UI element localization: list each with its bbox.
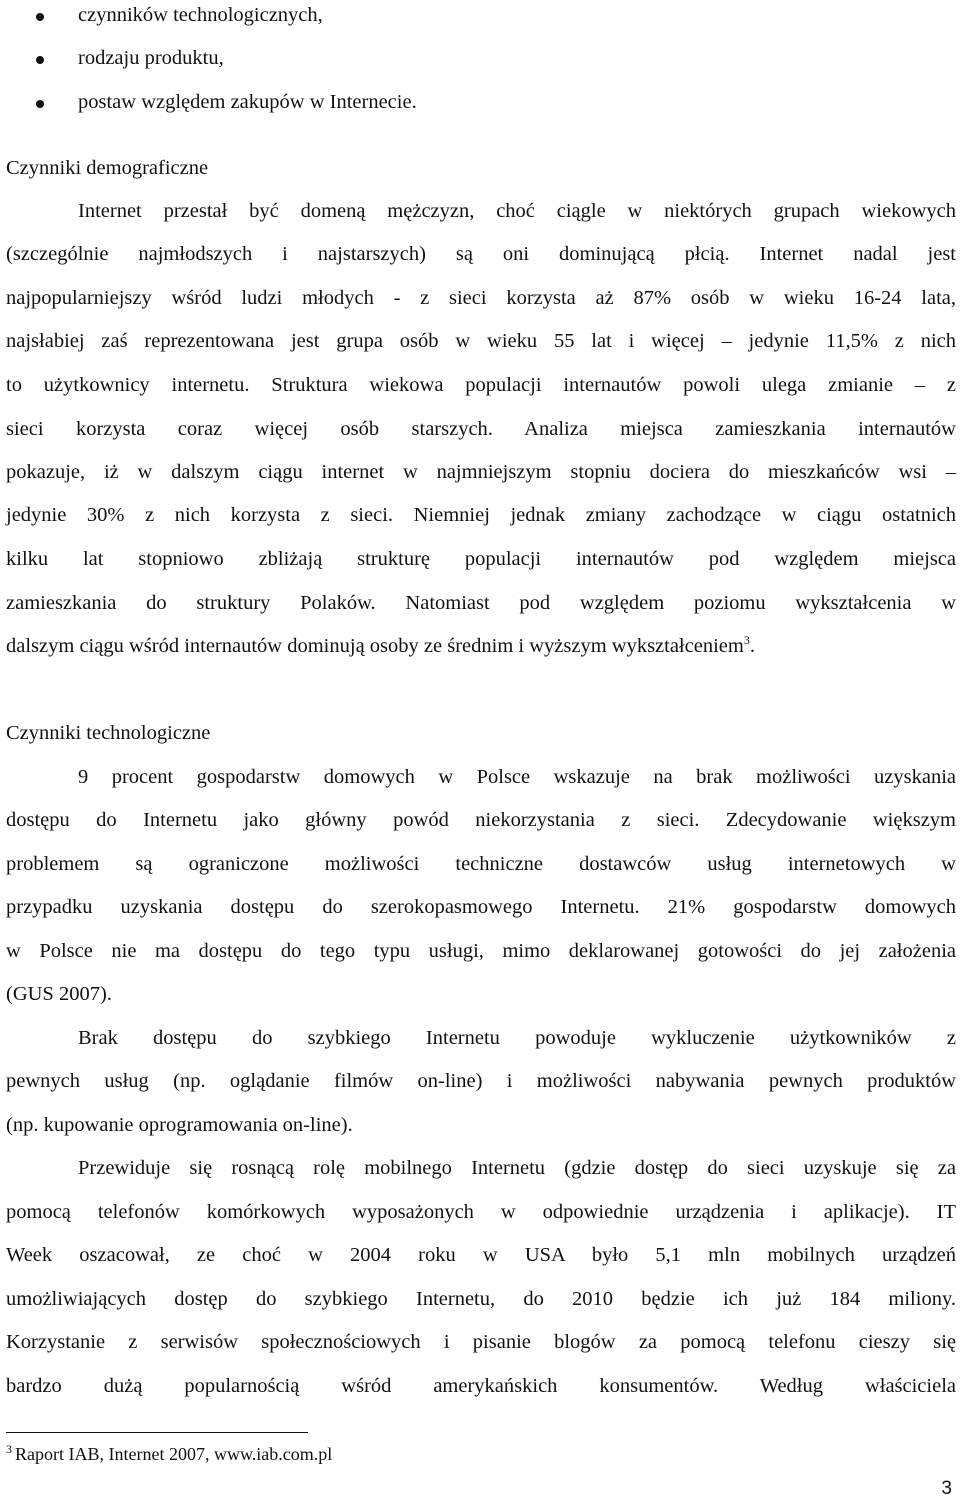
paragraph-line: kilku lat stopniowo zbliżają strukturę populacji internautów pod względem miejsca (6, 548, 956, 570)
paragraph-line: Korzystanie z serwisów społecznościowych i pisanie blogów za pomocą telefonu cieszy się (6, 1331, 956, 1353)
paragraph-line: w Polsce nie ma dostępu do tego typu usługi, mimo deklarowanej gotowości do jej założenia (6, 940, 956, 962)
paragraph-line: bardzo dużą popularnością wśród amerykańskich konsumentów. Według właściciela (6, 1375, 956, 1397)
footnote (6, 1441, 332, 1467)
paragraph-line: Brak dostępu do szybkiego Internetu powoduje wykluczenie użytkowników z (78, 1027, 956, 1049)
paragraph-line: dostępu do Internetu jako główny powód niekorzystania z sieci. Zdecydowanie większym (6, 809, 956, 831)
page-number: 3 (941, 1478, 952, 1499)
paragraph-line: to użytkownicy internetu. Struktura wiekowa populacji internautów powoli ulega zmianie – z (6, 374, 956, 396)
paragraph-line: (szczególnie najmłodszych i najstarszych) są oni dominującą płcią. Internet nadal jest (6, 243, 956, 265)
bullet-item: rodzaju produktu, (78, 47, 224, 69)
paragraph-line: przypadku uzyskania dostępu do szerokopasmowego Internetu. 21% gospodarstw domowych (6, 896, 956, 918)
bullet-item: postaw względem zakupów w Internecie. (78, 91, 417, 113)
bullet-dot (36, 100, 44, 108)
paragraph-line: pomocą telefonów komórkowych wyposażonych w odpowiednie urządzenia i aplikacje). IT (6, 1201, 956, 1223)
paragraph-line: 9 procent gospodarstw domowych w Polsce wskazuje na brak możliwości uzyskania (78, 766, 956, 788)
paragraph-line: Week oszacował, ze choć w 2004 roku w USA było 5,1 mln mobilnych urządzeń (6, 1244, 956, 1266)
section-heading: Czynniki demograficzne (6, 157, 209, 179)
paragraph-line: pewnych usług (np. oglądanie filmów on-line) i możliwości nabywania pewnych produktów (6, 1070, 956, 1092)
sentence-end: . (749, 635, 755, 657)
paragraph-text: dalszym ciągu wśród internautów dominują osoby ze średnim i wyższym wykształceniem (6, 635, 744, 657)
bullet-dot (36, 56, 44, 64)
paragraph-line-last (6, 631, 956, 661)
paragraph-line: sieci korzysta coraz więcej osób starszych. Analiza miejsca zamieszkania internautów (6, 418, 956, 440)
paragraph-line: problemem są ograniczone możliwości techniczne dostawców usług internetowych w (6, 853, 956, 875)
bullet-item: czynników technologicznych, (78, 4, 323, 26)
bullet-dot (36, 13, 44, 21)
footnote-number: 3 (6, 1442, 12, 1456)
paragraph-line: najsłabiej zaś reprezentowana jest grupa osób w wieku 55 lat i więcej – jedynie 11,5% z nich (6, 330, 956, 352)
paragraph-line: zamieszkania do struktury Polaków. Natomiast pod względem poziomu wykształcenia w (6, 592, 956, 614)
footnote-reference: 3 (743, 633, 750, 648)
paragraph-line: najpopularniejszy wśród ludzi młodych - z sieci korzysta aż 87% osób w wieku 16-24 lata, (6, 287, 956, 309)
paragraph-line: Przewiduje się rosnącą rolę mobilnego Internetu (gdzie dostęp do sieci uzyskuje się za (78, 1157, 956, 1179)
paragraph-line: Internet przestał być domeną mężczyzn, choć ciągle w niektórych grupach wiekowych (78, 200, 956, 222)
paragraph-line: (np. kupowanie oprogramowania on-line). (6, 1114, 353, 1136)
paragraph-line: pokazuje, iż w dalszym ciągu internet w najmniejszym stopniu dociera do mieszkańców wsi – (6, 461, 956, 483)
paragraph-line: (GUS 2007). (6, 983, 112, 1005)
section-heading: Czynniki technologiczne (6, 722, 211, 744)
paragraph-line: jedynie 30% z nich korzysta z sieci. Niemniej jednak zmiany zachodzące w ciągu ostatnich (6, 504, 956, 526)
footnote-separator (6, 1432, 308, 1433)
footnote-text: Raport IAB, Internet 2007, www.iab.com.pl (15, 1444, 333, 1464)
paragraph-line: umożliwiających dostęp do szybkiego Internetu, do 2010 będzie ich już 184 miliony. (6, 1288, 956, 1310)
